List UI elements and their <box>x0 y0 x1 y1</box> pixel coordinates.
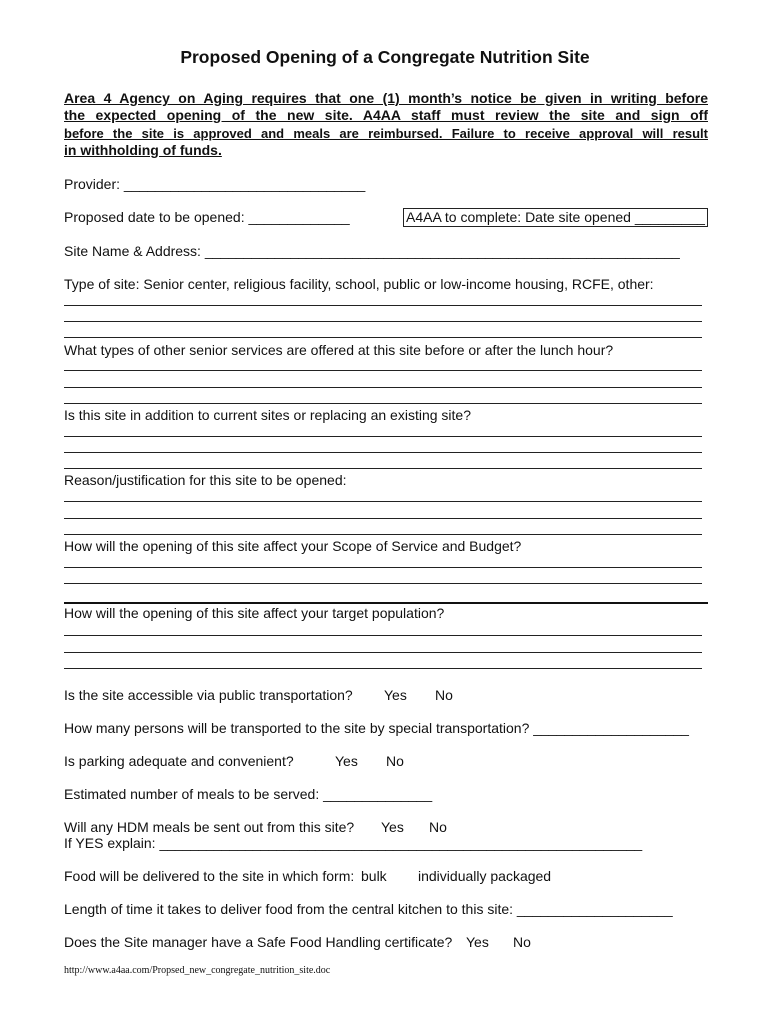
answer-line[interactable] <box>64 583 702 584</box>
site-name-address-field[interactable]: Site Name & Address: _____________________________________________________________ <box>64 243 680 259</box>
answer-line[interactable] <box>64 305 702 306</box>
intro-line-4: in withholding of funds. <box>64 142 222 158</box>
answer-line[interactable] <box>64 534 702 535</box>
answer-line[interactable] <box>64 452 702 453</box>
food-form-bulk[interactable]: bulk <box>361 868 387 884</box>
answer-line[interactable] <box>64 501 702 502</box>
a4aa-date-opened-box[interactable]: A4AA to complete: Date site opened _________ <box>403 208 708 227</box>
scope-budget-label: How will the opening of this site affect your Scope of Service and Budget? <box>64 538 522 554</box>
safe-food-no[interactable]: No <box>513 934 531 950</box>
answer-line[interactable] <box>64 436 702 437</box>
answer-line[interactable] <box>64 387 702 388</box>
in-addition-label: Is this site in addition to current sites or replacing an existing site? <box>64 407 471 423</box>
reason-label: Reason/justification for this site to be opened: <box>64 472 347 488</box>
parking-label: Is parking adequate and convenient? <box>64 753 294 769</box>
safe-food-label: Does the Site manager have a Safe Food Handling certificate? <box>64 934 453 950</box>
answer-line[interactable] <box>64 518 702 519</box>
hdm-meals-no[interactable]: No <box>429 819 447 835</box>
answer-line[interactable] <box>64 370 702 371</box>
answer-line[interactable] <box>64 337 702 338</box>
parking-yes[interactable]: Yes <box>335 753 358 769</box>
food-form-individually-packaged[interactable]: individually packaged <box>418 868 552 884</box>
meals-estimate-field[interactable]: Estimated number of meals to be served: ______________ <box>64 786 433 802</box>
answer-line[interactable] <box>64 635 702 636</box>
public-transport-no[interactable]: No <box>435 687 453 703</box>
answer-line[interactable] <box>64 668 702 669</box>
other-services-label: What types of other senior services are offered at this site before or after the lunch hour? <box>64 342 614 358</box>
target-population-label: How will the opening of this site affect your target population? <box>64 605 445 621</box>
provider-field[interactable]: Provider: _______________________________ <box>64 176 366 192</box>
intro-line-1: Area 4 Agency on Aging requires that one (1) month’s notice be given in writing before <box>64 90 708 106</box>
answer-line[interactable] <box>64 652 702 653</box>
hdm-meals-label: Will any HDM meals be sent out from this site? <box>64 819 355 835</box>
type-of-site-label: Type of site: Senior center, religious facility, school, public or low-income housing, RCFE, other: <box>64 276 654 292</box>
proposed-date-field[interactable]: Proposed date to be opened: _____________ <box>64 209 350 225</box>
page-title: Proposed Opening of a Congregate Nutrition Site <box>180 47 590 67</box>
answer-line[interactable] <box>64 567 702 568</box>
parking-no[interactable]: No <box>386 753 404 769</box>
answer-line[interactable] <box>64 321 702 322</box>
intro-line-2: the expected opening of the new site. A4AA staff must review the site and sign off <box>64 107 708 123</box>
section-divider <box>64 602 708 604</box>
intro-line-3: before the site is approved and meals are reimbursed. Failure to receive approval will result <box>64 126 708 141</box>
public-transport-label: Is the site accessible via public transportation? <box>64 687 353 703</box>
public-transport-yes[interactable]: Yes <box>384 687 407 703</box>
special-transport-field[interactable]: How many persons will be transported to the site by special transportation? ____________________ <box>64 720 689 736</box>
food-form-label: Food will be delivered to the site in which form: <box>64 868 355 884</box>
safe-food-yes[interactable]: Yes <box>466 934 489 950</box>
delivery-time-field[interactable]: Length of time it takes to deliver food from the central kitchen to this site: ____________________ <box>64 901 673 917</box>
footer-url: http://www.a4aa.com/Propsed_new_congregate_nutrition_site.doc <box>64 965 331 976</box>
answer-line[interactable] <box>64 468 702 469</box>
hdm-meals-yes[interactable]: Yes <box>381 819 404 835</box>
answer-line[interactable] <box>64 403 702 404</box>
if-yes-explain-field[interactable]: If YES explain: ______________________________________________________________ <box>64 835 643 851</box>
